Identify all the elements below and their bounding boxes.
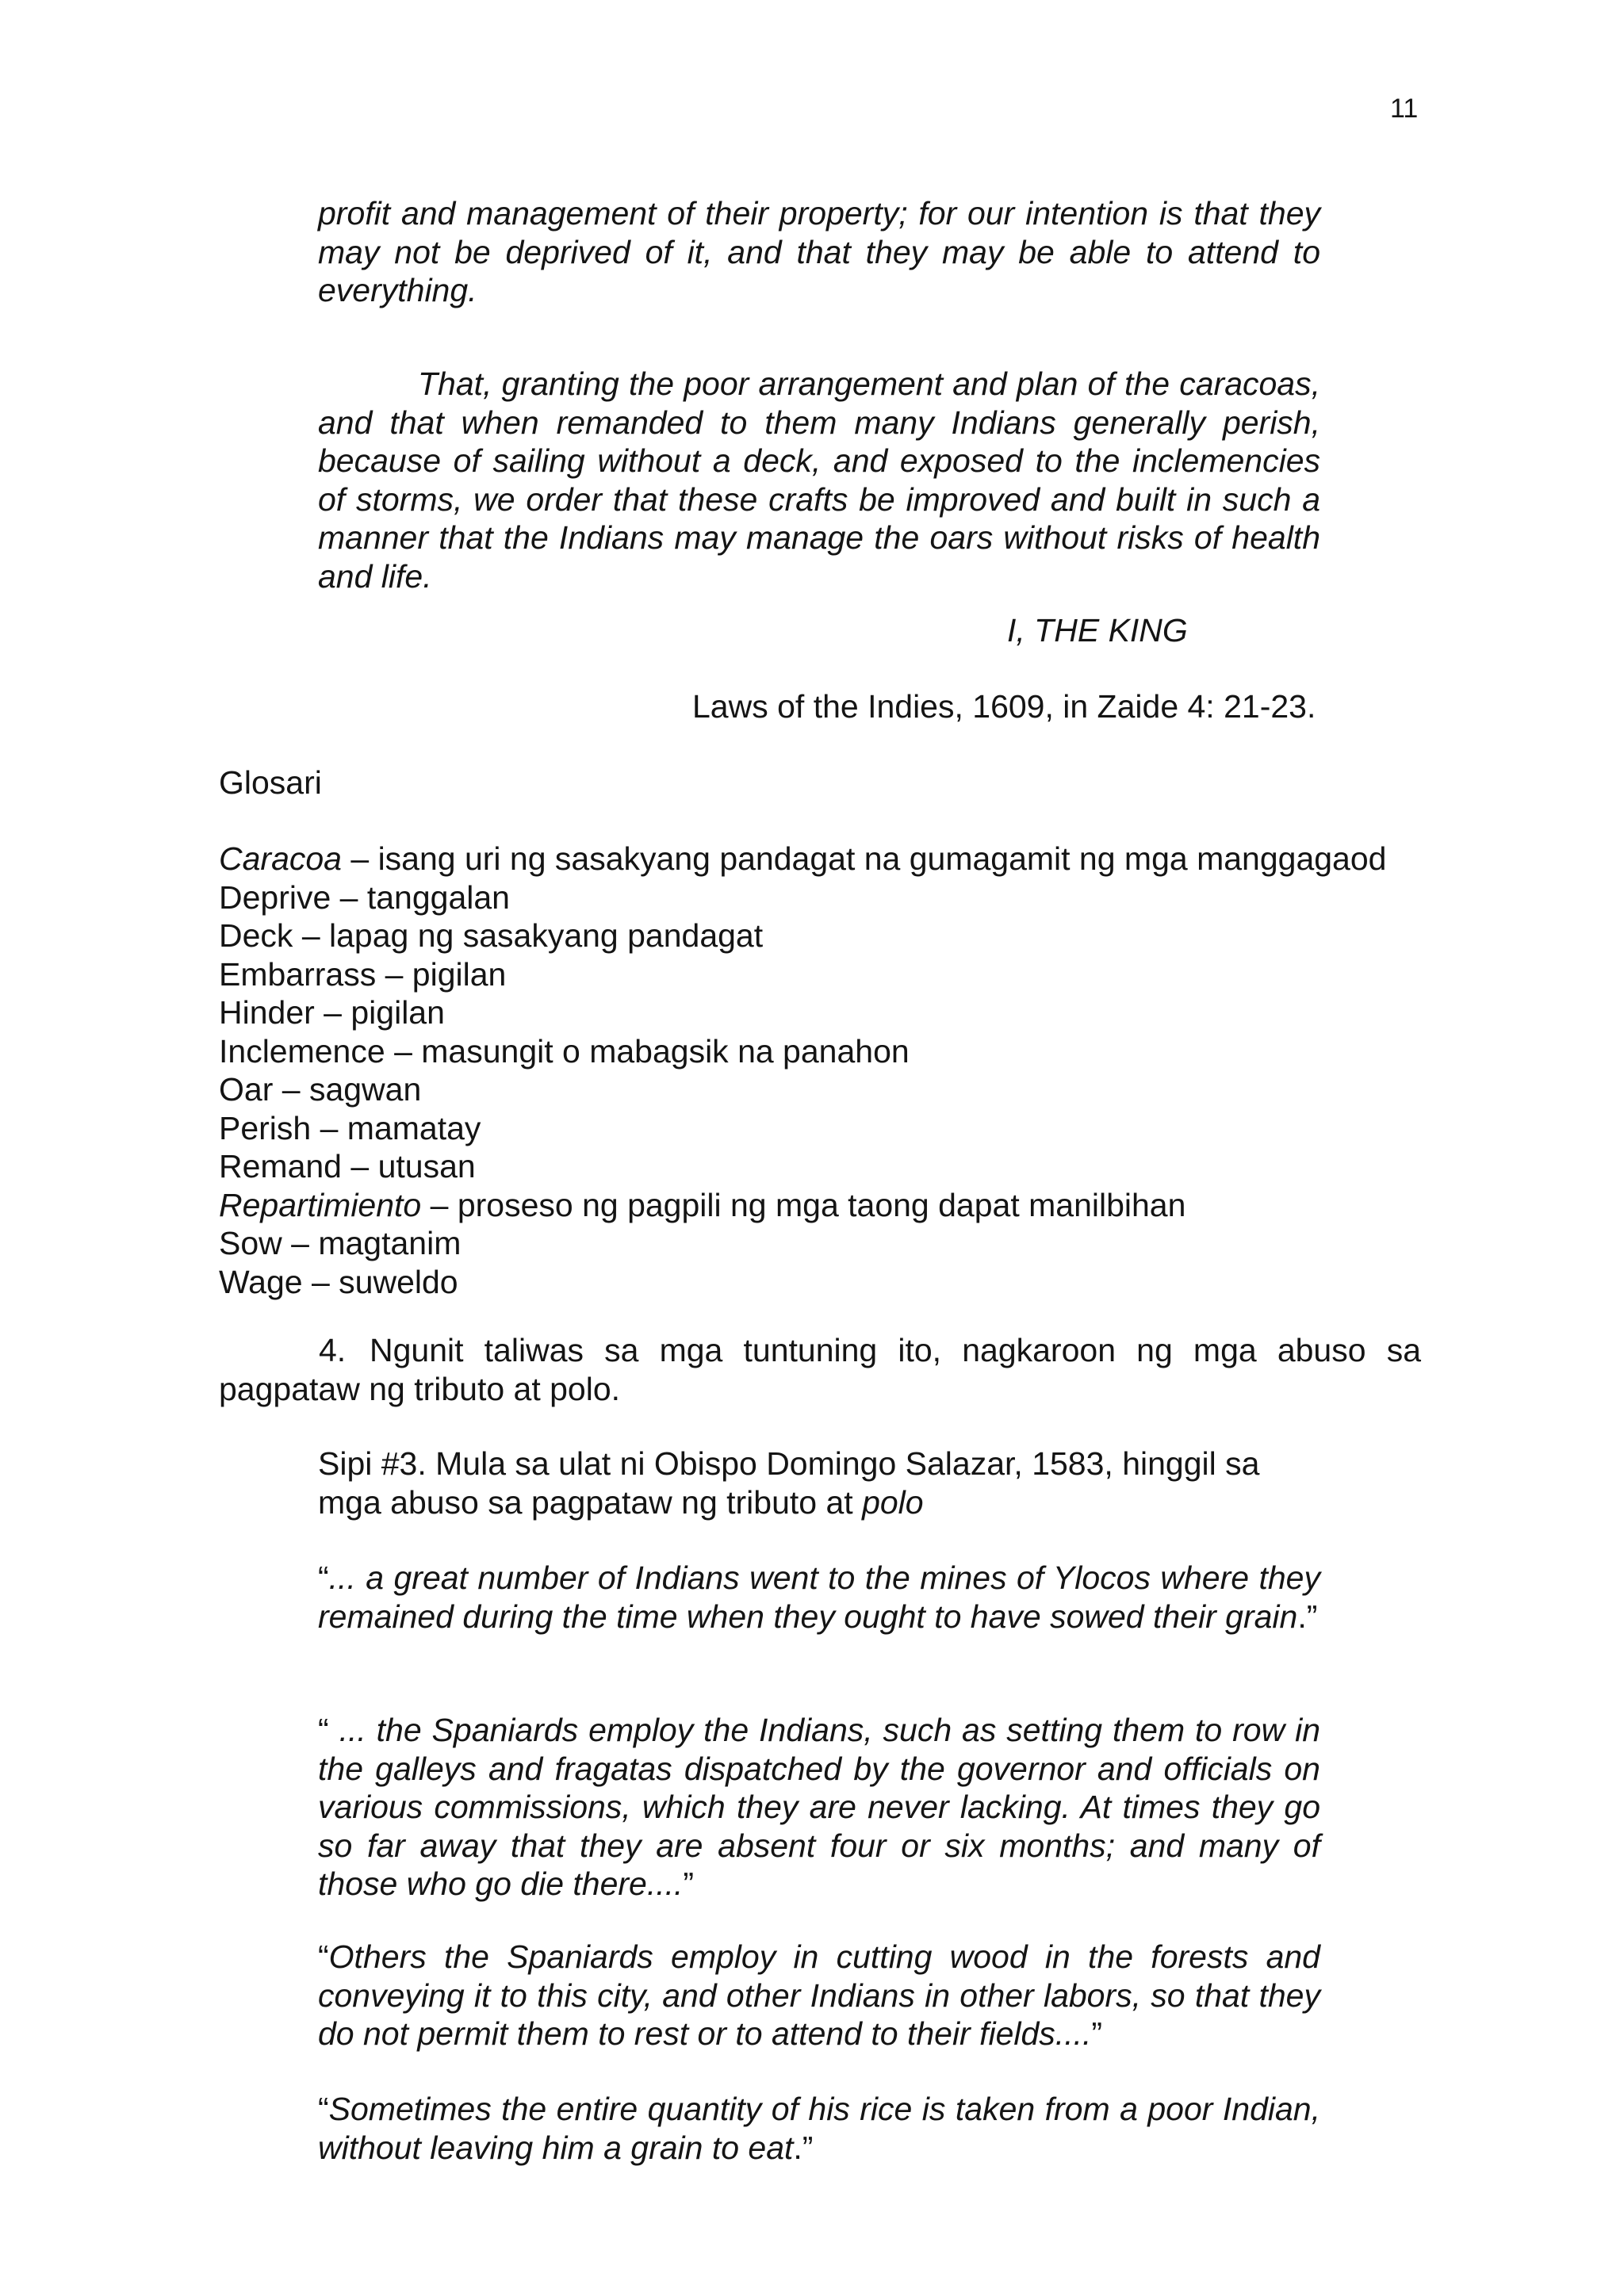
glossary-term: Deck	[219, 917, 293, 954]
quote-close-mark: .”	[1297, 1598, 1318, 1635]
glossary-definition: – utusan	[341, 1148, 476, 1184]
glossary-term: Hinder	[219, 994, 315, 1031]
quote-close-mark: .”	[793, 2129, 814, 2166]
quote-paragraph: That, granting the poor arrangement and plan of the caracoas, and that when remanded to them many Indians generally perish, because of sailing without a deck, and exposed to the inclemencies of storms, we order that these crafts be improved and built in such a manner that the Indians may manage the oars without risks of health and life.	[318, 365, 1320, 595]
glossary-entry	[219, 1263, 1456, 1302]
glossary-entry	[219, 993, 1456, 1032]
glossary-term: Sow	[219, 1225, 282, 1261]
glossary-term: Caracoa	[219, 840, 342, 877]
quote-open-mark: “	[318, 2091, 329, 2127]
excerpt-heading	[318, 1445, 1320, 1521]
glossary-term: Oar	[219, 1071, 274, 1108]
quote	[318, 1938, 1320, 2053]
quote-open-mark: “	[318, 1559, 329, 1596]
signature: I, THE KING	[1007, 612, 1188, 649]
source-citation: Laws of the Indies, 1609, in Zaide 4: 21-23.	[692, 688, 1316, 725]
glossary-entry	[219, 1186, 1456, 1225]
glossary-definition: – proseso ng pagpili ng mga taong dapat manilbihan	[421, 1186, 1186, 1223]
numbered-paragraph	[219, 1331, 1421, 1408]
quote-text: Sometimes the entire quantity of his rice is taken from a poor Indian, without leaving him a grain to eat	[318, 2091, 1320, 2166]
glossary-definition: – isang uri ng sasakyang pandagat na gumagamit ng mga manggagaod	[341, 840, 1387, 877]
glossary-term: Remand	[219, 1148, 342, 1184]
quote-open-mark: “	[318, 1938, 329, 1975]
glossary-term: Deprive	[219, 878, 331, 916]
glossary-entry	[219, 955, 1456, 994]
glossary-definition: – pigilan	[314, 994, 445, 1031]
glossary-definition: – magtanim	[282, 1225, 462, 1261]
quote	[318, 1559, 1320, 1636]
glossary-definition: – mamatay	[311, 1109, 481, 1146]
glossary-term: Perish	[219, 1109, 312, 1146]
glossary-entry	[219, 916, 1456, 955]
quote-text: Others the Spaniards employ in cutting wood in the forests and conveying it to this city, and other Indians in other labors, so that they do not permit them to rest or to attend to their fields....	[318, 1938, 1320, 2052]
paragraph-text: Ngunit taliwas sa mga tuntuning ito, nagkaroon ng mga abuso sa pagpataw ng tributo at polo.	[219, 1332, 1421, 1407]
glossary-definition: – pigilan	[376, 955, 507, 993]
quote-continuation: profit and management of their property; for our intention is that they may not be deprived of it, and that they may be able to attend to everything.	[318, 195, 1320, 308]
glossary-term: Embarrass	[219, 955, 377, 993]
glossary-term: Wage	[219, 1263, 303, 1300]
page-number: 11	[1390, 94, 1419, 124]
glossary-term: Repartimiento	[219, 1186, 422, 1223]
quote	[318, 2090, 1320, 2167]
glossary-entry	[219, 1032, 1456, 1071]
glossary-entry	[219, 840, 1456, 878]
paragraph-number: 4.	[319, 1332, 347, 1368]
glossary-entry	[219, 1147, 1456, 1186]
glossary-term: Inclemence	[219, 1032, 385, 1070]
glossary-entry	[219, 878, 1456, 917]
quote	[318, 1711, 1320, 1904]
glossary-definition: – lapag ng sasakyang pandagat	[293, 917, 764, 954]
glossary-entry	[219, 1070, 1456, 1109]
glossary-entry	[219, 1109, 1456, 1148]
glossary-definition: – sagwan	[273, 1071, 422, 1108]
excerpt-heading-text: Sipi #3. Mula sa ulat ni Obispo Domingo Salazar, 1583, hinggil sa mga abuso sa pagpataw ng tributo at	[318, 1445, 1260, 1521]
quote-text: ... the Spaniards employ the Indians, such as setting them to row in the galleys and fragatas dispatched by the governor and officials on various commissions, which they are never lacking. At times they go so far away that they are absent four or six months; and many of those who go die there....	[318, 1712, 1320, 1902]
glossary-definition: – masungit o mabagsik na panahon	[385, 1032, 910, 1070]
quote-close-mark: ”	[1091, 2015, 1103, 2052]
glossary-heading: Glosari	[219, 764, 322, 801]
quote-text: ... a great number of Indians went to the mines of Ylocos where they remained during the time when they ought to have sowed their grain	[318, 1559, 1320, 1635]
glossary-definition: – suweldo	[302, 1263, 458, 1300]
quote-open-mark: “	[318, 1712, 339, 1748]
glossary-entry	[219, 1224, 1456, 1263]
glossary-list	[219, 840, 1456, 1301]
excerpt-heading-term: polo	[862, 1483, 924, 1521]
quote-close-mark: ”	[683, 1866, 695, 1902]
glossary-definition: – tanggalan	[331, 878, 510, 916]
